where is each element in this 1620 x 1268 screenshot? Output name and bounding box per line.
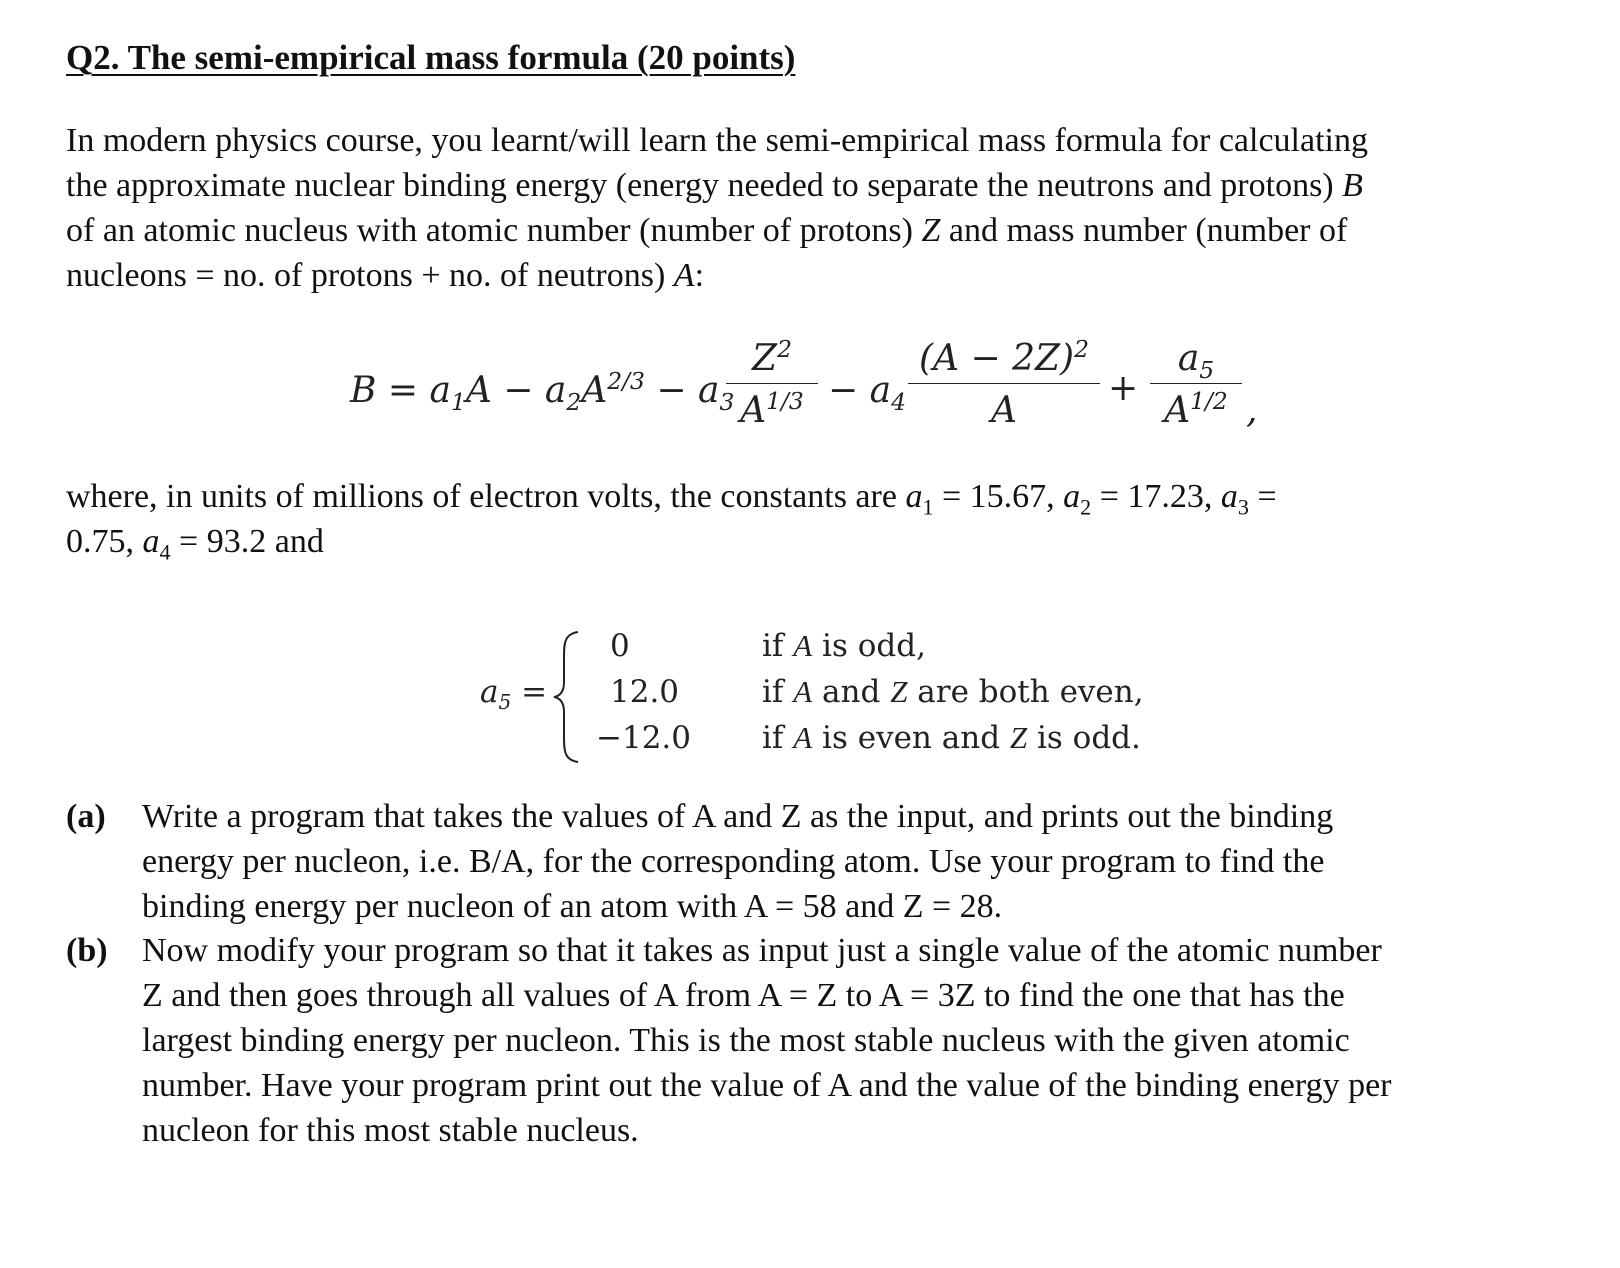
part-a-text: [142, 794, 1582, 929]
coulomb-fraction: $Z^2$ $A^{1/3}$: [726, 338, 818, 431]
part-b-label: (b): [66, 932, 108, 969]
formula-lhs: $B = a_1A - a_2A^{2/3} - a_3$: [350, 367, 735, 417]
part-b-line-4: number. Have your program print out the value of A and the value of the binding energy per: [142, 1067, 1392, 1104]
constants-line-2: 0.75, $a_4 = 93.2$ and: [66, 523, 324, 565]
plus-sign: +: [1108, 368, 1139, 409]
case-value-1: 12.0: [610, 674, 680, 710]
constants-paragraph: [66, 474, 1586, 564]
part-b-line-3: largest binding energy per nucleon. This is the most stable nucleus with the given atomic: [142, 1022, 1350, 1059]
asymmetry-coefficient: − $a_4$: [828, 370, 906, 417]
part-b-line-1: Now modify your program so that it takes as input just a single value of the atomic number: [142, 932, 1382, 969]
case-condition-2: if A is even and Z is odd.: [762, 720, 1141, 756]
constants-line-1: where, in units of millions of electron volts, the constants are $a_1 = 15.67$, $a_2 = 17.23$, $a_3$ =: [66, 478, 1277, 520]
case-condition-1: if A and Z are both even,: [762, 674, 1144, 710]
part-b-line-5: nucleon for this most stable nucleus.: [142, 1112, 639, 1149]
intro-paragraph: [66, 118, 1586, 298]
case-value-2: −12.0: [596, 720, 691, 756]
part-a-line-3: binding energy per nucleon of an atom with A = 58 and Z = 28.: [142, 888, 1003, 925]
part-b-text: [142, 928, 1582, 1153]
part-a-label: (a): [66, 798, 106, 835]
piecewise-lhs: $a_5$ =: [480, 674, 548, 715]
asymmetry-fraction: $(A - 2Z)^2$ A: [908, 338, 1100, 431]
left-brace: [552, 630, 582, 764]
pairing-fraction: $a_5$ $A^{1/2}$: [1150, 338, 1242, 431]
part-a-line-1: Write a program that takes the values of A and Z as the input, and prints out the binding: [142, 798, 1334, 835]
case-value-0: 0: [610, 628, 630, 664]
formula-comma: ,: [1246, 390, 1258, 431]
case-condition-0: if A is odd,: [762, 628, 926, 664]
intro-line-4: nucleons = no. of protons + no. of neutrons) A:: [66, 257, 705, 294]
part-b-line-2: Z and then goes through all values of A from A = Z to A = 3Z to find the one that has the: [142, 977, 1345, 1014]
intro-line-2: the approximate nuclear binding energy (energy needed to separate the neutrons and protons) B: [66, 167, 1363, 204]
intro-line-3: of an atomic nucleus with atomic number (number of protons) Z and mass number (number of: [66, 212, 1348, 249]
part-a-line-2: energy per nucleon, i.e. B/A, for the corresponding atom. Use your program to find the: [142, 843, 1325, 880]
intro-line-1: In modern physics course, you learnt/will learn the semi-empirical mass formula for calculating: [66, 122, 1368, 159]
question-title: Q2. The semi-empirical mass formula (20 points): [66, 38, 796, 77]
